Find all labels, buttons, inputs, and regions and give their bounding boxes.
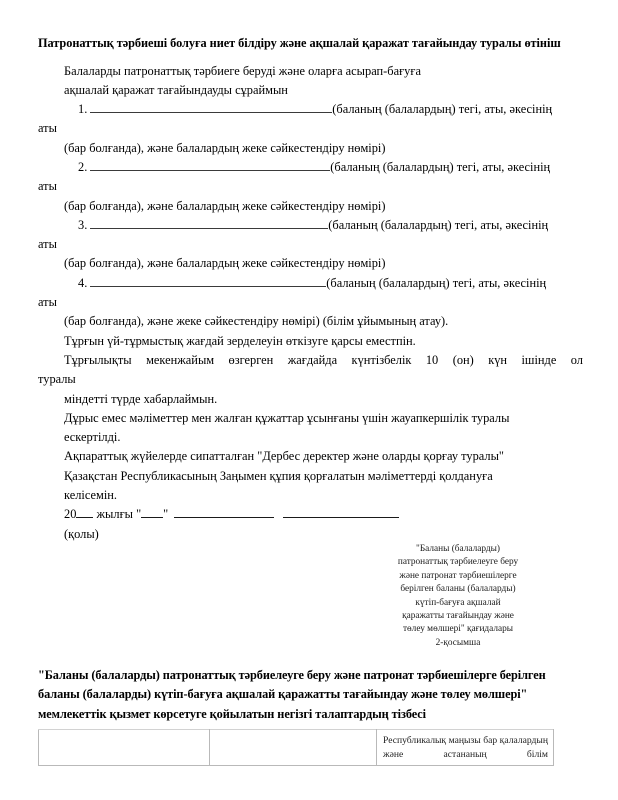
month-input[interactable] <box>174 506 274 518</box>
annex-line-7: төлеу мөлшері" қағидалары <box>402 624 514 635</box>
table-cell-col2 <box>210 730 377 766</box>
page-title: Патронаттық тәрбиеші болуға ниет білдіру және ақшалай қаражат тағайындау туралы өтініш <box>38 36 561 50</box>
date-signature-row <box>38 505 583 524</box>
statement-data-consent-line-2: Қазақстан Республикасының Заңымен құпия қорғалатын мәліметтерді қолдануға <box>64 468 493 483</box>
child-name-input-4[interactable] <box>90 275 326 287</box>
annex-line-2: патронаттық тәрбиелеуге беру <box>397 557 519 568</box>
requirements-heading-line-2: баланы (балаларды) күтіп-бағуға ақшалай қаражатты тағайындау және төлеу мөлшері" <box>38 687 528 702</box>
child-entry-note-3: (бар болғанда), және балалардың жеке сәйкестендіру нөмірі) <box>64 256 386 271</box>
document-content <box>38 34 583 544</box>
signature-input[interactable] <box>283 506 399 518</box>
child-entry-hint-4: (баланың (балалардың) тегі, аты, әкесінің <box>326 275 547 290</box>
child-entry-number-3: 3. <box>78 217 88 232</box>
table-cell-col1 <box>39 730 210 766</box>
statement-consent-inspection: Тұрғын үй-тұрмыстық жағдай зерделеуін өткізуге қарсы еместпін. <box>64 333 416 348</box>
requirements-heading <box>38 666 586 724</box>
child-entry-hint-2: (баланың (балалардың) тегі, аты, әкесінің <box>330 159 551 174</box>
annex-line-1: "Баланы (балаларды) <box>416 544 500 554</box>
child-entry-wrap-1: аты <box>38 121 57 136</box>
child-entry-number-4: 4. <box>78 275 88 290</box>
requirements-heading-line-1: "Баланы (балаларды) патронаттық тәрбиелеуге беру және патронат тәрбиешілерге берілген <box>38 668 546 682</box>
child-entry-number-2: 2. <box>78 159 88 174</box>
statement-liability-line-1: Дұрыс емес мәліметтер мен жалған құжаттар ұсынғаны үшін жауапкершілік туралы <box>64 410 510 425</box>
quote-close: " <box>163 507 169 522</box>
child-name-input-3[interactable] <box>90 217 328 229</box>
signature-caption: (қолы) <box>64 526 99 541</box>
child-name-input-2[interactable] <box>90 159 330 171</box>
child-entry-note-4: (бар болғанда), және жеке сәйкестендіру нөмірі) (білім ұйымының атау). <box>64 314 449 329</box>
table-row <box>39 730 554 766</box>
child-entry-wrap-2: аты <box>38 179 57 194</box>
requirements-table <box>38 729 554 766</box>
year-input[interactable] <box>76 507 93 518</box>
child-entry-hint-3: (баланың (балалардың) тегі, аты, әкесінің <box>328 217 549 232</box>
child-entry-note-1: (бар болғанда), және балалардың жеке сәйкестендіру нөмірі) <box>64 140 386 155</box>
child-entry-row-1 <box>38 100 583 119</box>
child-entry-number-1: 1. <box>78 102 88 117</box>
annex-line-4: берілген баланы (балаларды) <box>400 584 516 595</box>
year-prefix: 20 <box>64 507 77 522</box>
annex-reference-block <box>368 543 548 650</box>
child-name-input-1[interactable] <box>90 101 332 113</box>
child-entry-wrap-3: аты <box>38 237 57 252</box>
child-entry-row-3 <box>38 216 583 235</box>
statement-address-change-wrap: туралы <box>38 372 76 387</box>
requirements-heading-line-3: мемлекеттік қызмет көрсетуге қойылатын негізгі талаптардың тізбесі <box>38 706 426 721</box>
child-entry-note-2: (бар болғанда), және балалардың жеке сәйкестендіру нөмірі) <box>64 198 386 213</box>
annex-line-5: күтіп-бағуға ақшалай <box>415 597 501 608</box>
statement-address-change-end: міндетті түрде хабарлаймын. <box>64 391 218 406</box>
quote-open: " <box>136 507 142 522</box>
year-word: жылғы <box>96 507 133 522</box>
annex-number: 2-қосымша <box>435 637 481 648</box>
statement-data-consent-line-1: Ақпараттық жүйелерде сипатталған "Дербес деректер және оларды қорғау туралы" <box>64 449 504 464</box>
statement-data-consent-line-3: келісемін. <box>64 488 117 503</box>
day-input[interactable] <box>141 507 163 518</box>
intro-line-2: ақшалай қаражат тағайындауды сұраймын <box>64 82 288 97</box>
annex-line-3: және патронат тәрбиешілерге <box>399 570 517 581</box>
child-entry-wrap-4: аты <box>38 295 57 310</box>
child-entry-row-2 <box>38 158 583 177</box>
application-body <box>38 62 583 544</box>
table-cell-col3: Республикалық маңызы бар қалалардың және астананың білім <box>377 730 554 766</box>
statement-liability-line-2: ескертілді. <box>64 430 121 445</box>
child-entry-hint-1: (баланың (балалардың) тегі, аты, әкесінің <box>332 102 553 117</box>
intro-line-1: Балаларды патронаттық тәрбиеге беруді және оларға асырап-бағуға <box>64 63 421 78</box>
child-entry-row-4 <box>38 274 583 293</box>
statement-address-change: Тұрғылықты мекенжайым өзгерген жағдайда күнтізбелік 10 (он) күн ішінде ол <box>64 352 583 367</box>
annex-line-6: қаражатты тағайындау және <box>402 611 514 622</box>
